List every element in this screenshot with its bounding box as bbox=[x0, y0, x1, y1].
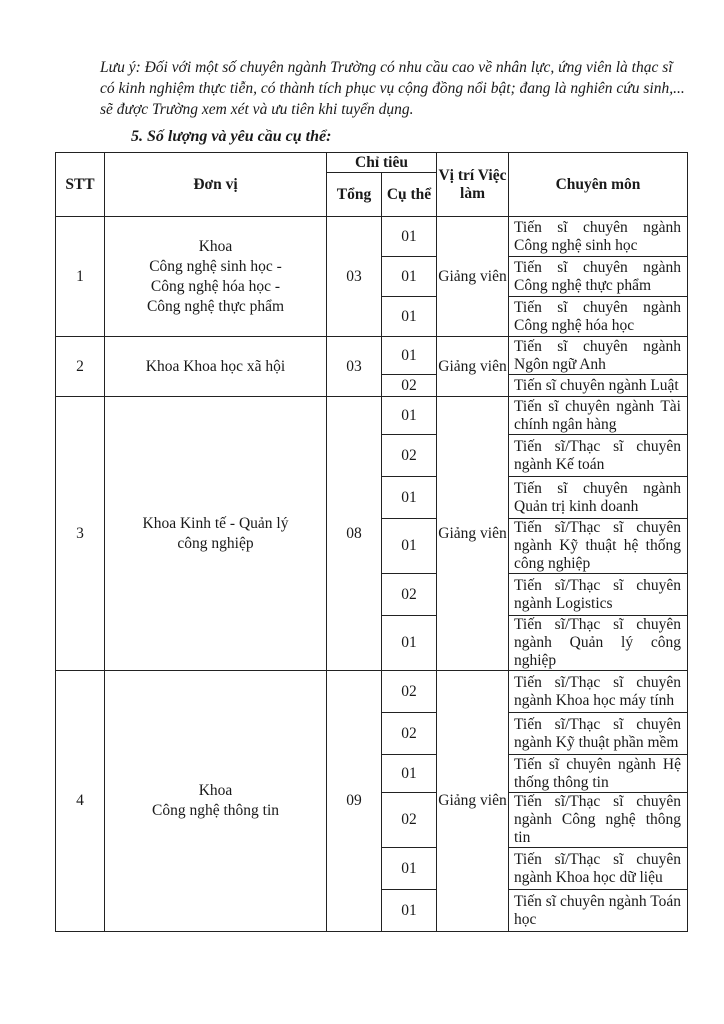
cell-major: Tiến sĩ/Thạc sĩ chuyên ngành Khoa học máy tính bbox=[509, 671, 688, 713]
cell-qty: 01 bbox=[382, 477, 437, 519]
cell-qty: 02 bbox=[382, 713, 437, 755]
cell-major: Tiến sĩ/Thạc sĩ chuyên ngành Logistics bbox=[509, 574, 688, 616]
cell-qty: 02 bbox=[382, 671, 437, 713]
cell-qty: 01 bbox=[382, 848, 437, 890]
cell-major: Tiến sĩ/Thạc sĩ chuyên ngành Kỹ thuật phần mềm bbox=[509, 713, 688, 755]
table-row bbox=[56, 217, 688, 257]
unit-line: Công nghệ thực phẩm bbox=[146, 297, 285, 315]
cell-major: Tiến sĩ/Thạc sĩ chuyên ngành Kế toán bbox=[509, 435, 688, 477]
cell-unit bbox=[105, 217, 327, 337]
recruitment-table bbox=[55, 152, 688, 932]
cell-qty: 01 bbox=[382, 519, 437, 574]
header-quota: Chỉ tiêu bbox=[327, 153, 437, 173]
cell-position: Giảng viên bbox=[437, 671, 509, 932]
cell-qty: 02 bbox=[382, 574, 437, 616]
cell-stt: 1 bbox=[56, 217, 105, 337]
cell-qty: 01 bbox=[382, 337, 437, 375]
table-row bbox=[56, 397, 688, 435]
unit-line: Công nghệ sinh học - bbox=[149, 257, 282, 275]
table-row bbox=[56, 671, 688, 713]
cell-major: Tiến sĩ chuyên ngành Quản trị kinh doanh bbox=[509, 477, 688, 519]
cell-major: Tiến sĩ/Thạc sĩ chuyên ngành Khoa học dữ liệu bbox=[509, 848, 688, 890]
header-stt: STT bbox=[56, 153, 105, 217]
cell-qty: 02 bbox=[382, 375, 437, 397]
cell-major: Tiến sĩ chuyên ngành Công nghệ hóa học bbox=[509, 297, 688, 337]
table-body bbox=[56, 217, 688, 932]
cell-qty: 01 bbox=[382, 217, 437, 257]
cell-stt: 4 bbox=[56, 671, 105, 932]
cell-total: 08 bbox=[327, 397, 382, 671]
cell-qty: 01 bbox=[382, 397, 437, 435]
cell-qty: 01 bbox=[382, 257, 437, 297]
cell-qty: 02 bbox=[382, 435, 437, 477]
cell-unit bbox=[105, 337, 327, 397]
note-paragraph: Lưu ý: Đối với một số chuyên ngành Trường có nhu cầu cao về nhân lực, ứng viên là thạc sĩ có kinh nghiệm thực tiễn, có thành tích phục vụ cộng đồng nổi bật; đang là nghiên cứu sinh,... sẽ được Trường xem xét và ưu tiên khi tuyển dụng. bbox=[100, 59, 685, 118]
cell-major: Tiến sĩ chuyên ngành Ngôn ngữ Anh bbox=[509, 337, 688, 375]
unit-line: Khoa bbox=[198, 237, 233, 255]
cell-major: Tiến sĩ chuyên ngành Công nghệ thực phẩm bbox=[509, 257, 688, 297]
cell-position: Giảng viên bbox=[437, 217, 509, 337]
unit-line: Công nghệ hóa học - bbox=[150, 277, 281, 295]
unit-line: Công nghệ thông tin bbox=[151, 802, 279, 819]
cell-qty: 01 bbox=[382, 755, 437, 793]
header-unit: Đơn vị bbox=[105, 153, 327, 217]
cell-major: Tiến sĩ/Thạc sĩ chuyên ngành Quản lý công nghiệp bbox=[509, 616, 688, 671]
cell-qty: 01 bbox=[382, 297, 437, 337]
cell-major: Tiến sĩ chuyên ngành Tài chính ngân hàng bbox=[509, 397, 688, 435]
cell-position: Giảng viên bbox=[437, 337, 509, 397]
table-row bbox=[56, 337, 688, 375]
unit-line: Khoa bbox=[198, 782, 233, 799]
cell-unit bbox=[105, 397, 327, 671]
cell-qty: 02 bbox=[382, 793, 437, 848]
cell-total: 03 bbox=[327, 217, 382, 337]
cell-major: Tiến sĩ/Thạc sĩ chuyên ngành Công nghệ thông tin bbox=[509, 793, 688, 848]
header-position: Vị trí Việc làm bbox=[437, 153, 509, 217]
cell-total: 03 bbox=[327, 337, 382, 397]
unit-line: Khoa Khoa học xã hội bbox=[145, 357, 286, 375]
header-major: Chuyên môn bbox=[509, 153, 688, 217]
unit-line: Khoa Kinh tế - Quản lý bbox=[142, 514, 289, 532]
cell-major: Tiến sĩ chuyên ngành Công nghệ sinh học bbox=[509, 217, 688, 257]
cell-total: 09 bbox=[327, 671, 382, 932]
cell-stt: 2 bbox=[56, 337, 105, 397]
cell-stt: 3 bbox=[56, 397, 105, 671]
cell-unit bbox=[105, 671, 327, 932]
header-total: Tổng bbox=[327, 173, 382, 217]
cell-major: Tiến sĩ chuyên ngành Hệ thống thông tin bbox=[509, 755, 688, 793]
cell-qty: 01 bbox=[382, 890, 437, 932]
header-specific: Cụ thể bbox=[382, 173, 437, 217]
cell-qty: 01 bbox=[382, 616, 437, 671]
cell-major: Tiến sĩ chuyên ngành Toán học bbox=[509, 890, 688, 932]
cell-major: Tiến sĩ/Thạc sĩ chuyên ngành Kỹ thuật hệ thống công nghiệp bbox=[509, 519, 688, 574]
cell-major: Tiến sĩ chuyên ngành Luật bbox=[509, 375, 688, 397]
cell-position: Giảng viên bbox=[437, 397, 509, 671]
unit-line: công nghiệp bbox=[177, 534, 254, 552]
section-title: 5. Số lượng và yêu cầu cụ thể: bbox=[131, 128, 332, 145]
